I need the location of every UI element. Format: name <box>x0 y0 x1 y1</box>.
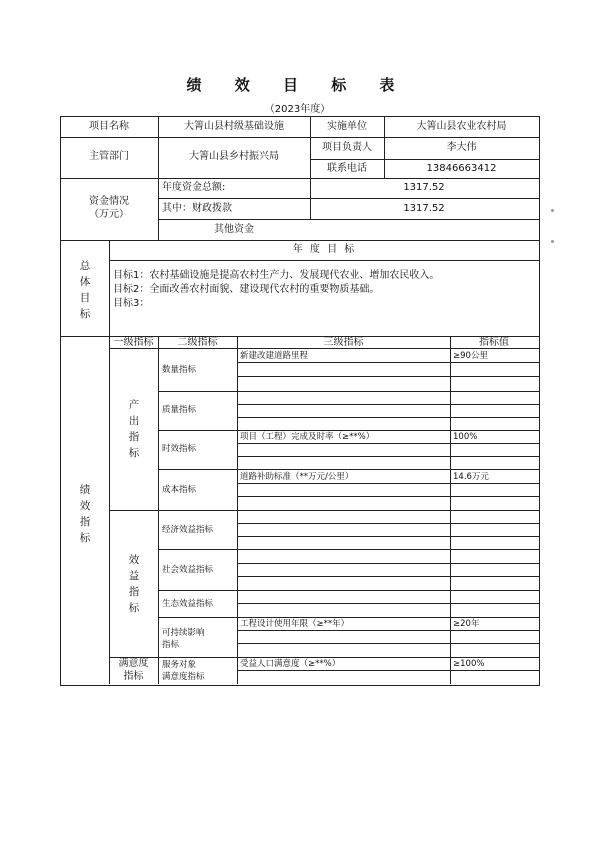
project-name-label: 项目名称 <box>89 121 129 132</box>
phone-label: 联系电话 <box>327 163 367 174</box>
fiscal-funds-label: 其中：财政拨款 <box>162 203 232 214</box>
col-level2-header: 二级指标 <box>177 337 218 348</box>
quantity-indicators: 数量指标 <box>162 365 197 375</box>
document-title: 绩 效 目 标 表 <box>186 76 409 94</box>
total-funds-value: 1317.52 <box>403 182 445 193</box>
col-level1-header: 一级指标 <box>113 337 154 348</box>
service-satisfaction-label-1: 服务对象 <box>162 660 197 670</box>
subsidy-standard-value: 14.6万元 <box>453 472 489 482</box>
impl-unit-label: 实施单位 <box>327 121 367 132</box>
economic-benefit-indicators: 经济效益指标 <box>162 525 214 535</box>
quality-indicators: 质量指标 <box>162 405 197 415</box>
road-mileage-value: ≥90公里 <box>453 351 488 361</box>
service-satisfaction-label-2: 满意度指标 <box>162 672 205 682</box>
other-funds-label: 其他资金 <box>214 224 254 235</box>
dept-label: 主管部门 <box>89 151 129 162</box>
goal-section-label: 总体目标 <box>79 260 91 320</box>
document-year: （2023年度） <box>264 104 331 115</box>
dept-value: 大箐山县乡村振兴局 <box>189 151 279 162</box>
social-benefit-indicators: 社会效益指标 <box>162 565 214 575</box>
funds-label: 资金情况 <box>89 196 129 207</box>
funds-unit-label: （万元） <box>89 209 129 220</box>
phone-value: 13846663412 <box>426 163 497 174</box>
scan-dot <box>551 209 554 212</box>
timeliness-indicators: 时效指标 <box>162 444 197 454</box>
perf-indicators-label: 绩效指标 <box>79 484 91 544</box>
project-name-value: 大箐山县村级基础设施 <box>184 121 284 132</box>
sustainability-label-2: 指标 <box>162 640 180 650</box>
completion-rate-value: 100% <box>453 432 478 442</box>
output-indicators-label: 产出指标 <box>128 399 140 459</box>
goal-1: 目标1：农村基础设施是提高农村生产力、发展现代农业、增加农民收入。 <box>113 270 440 281</box>
col-value-header: 指标值 <box>479 337 509 348</box>
design-life-value: ≥20年 <box>453 619 480 629</box>
sustainability-label-1: 可持续影响 <box>162 628 205 638</box>
satisfaction-label-1: 满意度 <box>118 658 149 669</box>
subsidy-standard-indicator: 道路补助标准（**万元/公里） <box>240 472 354 482</box>
goal-2: 目标2：全面改善农村面貌、建设现代农村的重要物质基础。 <box>113 284 380 295</box>
impl-unit-value: 大箐山县农业农村局 <box>416 121 507 132</box>
leader-label: 项目负责人 <box>322 142 372 153</box>
fiscal-funds-value: 1317.52 <box>403 203 445 214</box>
col-level3-header: 三级指标 <box>323 337 364 348</box>
goal-3: 目标3： <box>113 298 150 309</box>
leader-value: 李大伟 <box>446 142 477 153</box>
scan-dot <box>551 240 554 243</box>
benefit-indicators-label: 效益指标 <box>128 554 140 614</box>
satisfaction-label-2: 指标 <box>123 671 144 682</box>
cost-indicators: 成本指标 <box>162 485 197 495</box>
population-satisfaction-indicator: 受益人口满意度（≥**%） <box>240 659 341 669</box>
completion-rate-indicator: 项目（工程）完成及时率（≥**%） <box>240 432 375 442</box>
total-funds-label: 年度资金总额: <box>162 182 226 193</box>
design-life-indicator: 工程设计使用年限（≥**年） <box>240 619 350 629</box>
population-satisfaction-value: ≥100% <box>453 659 485 669</box>
ecological-benefit-indicators: 生态效益指标 <box>162 599 214 609</box>
annual-goal-header: 年 度 目 标 <box>292 244 357 255</box>
road-mileage-indicator: 新建改建道路里程 <box>240 351 309 361</box>
